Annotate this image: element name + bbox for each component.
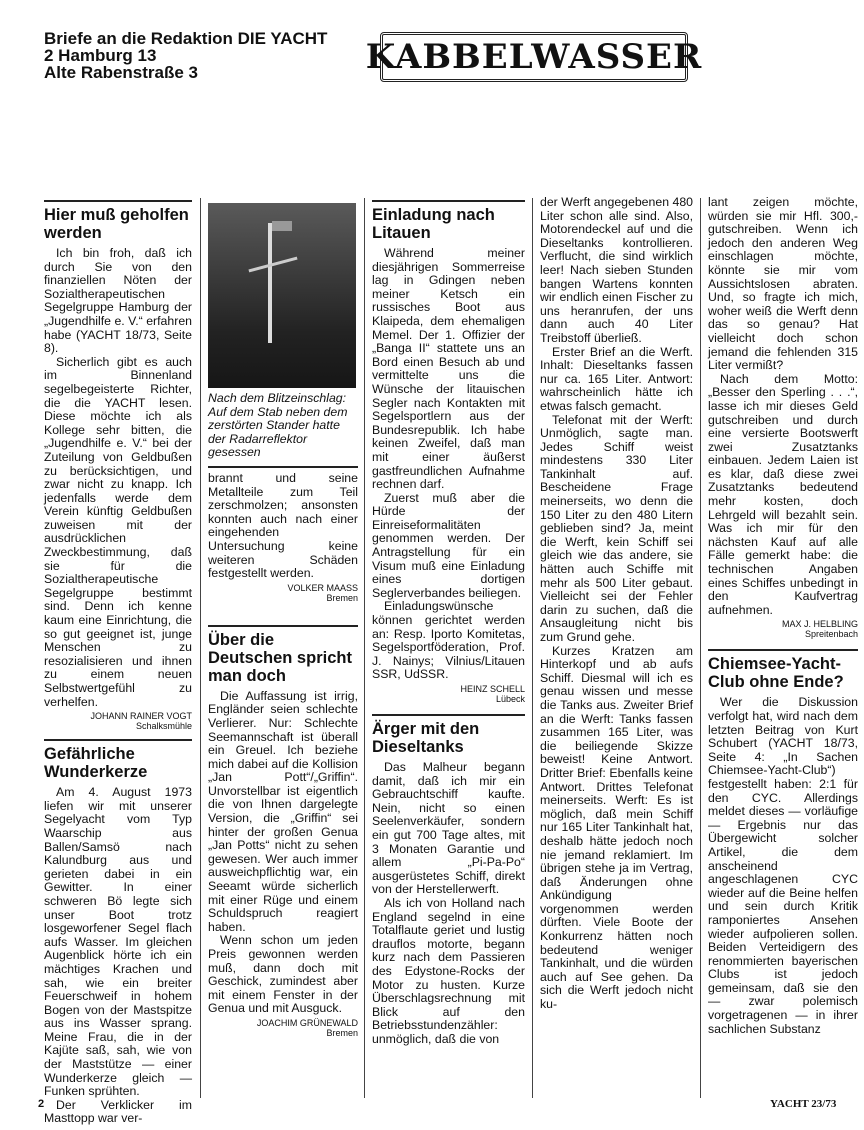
letter-signature: [208, 583, 358, 603]
page-number: 2: [38, 1098, 45, 1110]
letter-signature: [44, 711, 192, 731]
author-location: Bremen: [326, 1027, 358, 1038]
letter-paragraph: Ich bin froh, daß ich durch Sie von den finanziellen Nöten der Sozialtherapeutischen Segelgruppe Hamburg der „Jugendhilfe e. V.“ erfahren habe (YACHT 18/73, Seite 8).: [44, 246, 192, 356]
letter-title: Gefährliche Wunderkerze: [44, 745, 148, 782]
letter-title: Über die Deutschen spricht man doch: [208, 630, 352, 685]
spar-shape: [248, 257, 297, 273]
letter-title: Hier muß geholfen werden: [44, 206, 189, 242]
column-divider: [200, 198, 201, 1098]
letter-paragraph: Kurzes Kratzen am Hinterkopf und ab aufs Schiff. Diesmal will ich es genau wissen und messe die Tanks aus. Zweiter Brief an die Werft: Tanks fassen zusammen 165 Liter, was die beiliegende Skizze beweist! Keine Antwort. Dritter Brief: Ebenfalls keine Antwort. Drittes Telefonat meinerseits. Werft: Es ist möglich, daß mein Schiff nur 165 Liter Tankinhalt hat, deshalb hätte jedoch noch nie jemand reklamiert. Im übrigen stehe ja im Vertrag, daß Änderungen ohne Ankündigung vorgenommen werden dürften. Viele Boote der Konkurrenz hätten noch bedeutend weniger Tankinhalt, und die würden auch auf See gehen. Da sich die Werft jedoch nicht ku-: [540, 643, 693, 1012]
pennant-shape: [272, 221, 292, 231]
column-3: [372, 200, 525, 1046]
letter-title: Chiemsee-Yacht-Club ohne Ende?: [708, 655, 844, 692]
column-divider: [700, 198, 701, 1098]
letter-paragraph: Die Auffassung ist irrig, Engländer seien schlechte Verlierer. Nur: Schlechte Seemannschaft ist überall ein Greuel. Ich beziehe mich dabei auf die Kollision „Jan Pott“/„Griffin“. Unvorstellbar ist eigentlich die von Ihnen dargelegte Version, die „Griffin“ sei hinter der großen Genua „Jan Potts“ nicht zu sehen gewesen. Wer auch immer ausweichpflichtig war, ein Seeamt würde sicherlich mit einer Rüge und einem Schuldspruch reagiert haben.: [208, 688, 358, 934]
title-rule: [44, 739, 192, 741]
issue-label: YACHT 23/73: [770, 1098, 837, 1110]
letter-paragraph: der Werft angegebenen 480 Liter schon alle sind. Also, Motorendeckel auf und die Dieseltanks kontrollieren. Verflucht, die sind wirklich leer! Nach sieben Stunden bangen Wartens konnten wir endlich einen Fischer zu uns heranrufen, der uns dann auch 40 Liter Treibstoff überließ.: [540, 195, 693, 345]
letter-signature: [708, 619, 858, 639]
author-name: HEINZ SCHELL: [460, 684, 525, 694]
kabbelwasser-logo: [365, 32, 703, 82]
letter-paragraph: Wer die Diskussion verfolgt hat, wird nach dem letzten Beitrag von Kurt Schubert (YACHT 18/73, Seite 4: „In Sachen Chiemsee-Yacht-Club“) festgestellt haben: 2:1 für den CYC. Allerdings meldet dieses — vorläufige — Ergebnis nur das Übergewicht solcher Artikel, die dem anscheinend angeschlagenen CYC wieder auf die Beine helfen und sein durch Kritik ramponiertes Ansehen wieder aufpolieren sollen. Beiden Verteidigern des renommierten bayerischen Clubs ist jedoch gemeinsam, daß sie den — zwar polemisch vorgetragenen — in ihrer sachlichen Substanz: [708, 695, 858, 1036]
letter-paragraph: Einladungswünsche können gerichtet werden an: Resp. Iporto Komitetas, Segelsportföderation, Prof. J. Nainys; Vilnius/Litauen SSR, UdSSR.: [372, 599, 525, 682]
letter-paragraph: Wenn schon um jeden Preis gewonnen werden muß, dann doch mit Geschick, zumindest aber mit einem Fenster in der Genua und mit Ausguck.: [208, 933, 358, 1016]
title-rule: [372, 200, 525, 202]
column-divider: [364, 198, 365, 1098]
author-name: MAX J. HELBLING: [781, 619, 858, 630]
title-rule: [44, 200, 192, 202]
title-rule: [708, 649, 858, 651]
letter-paragraph: Der Verklicker im Masttopp war ver-: [44, 1097, 192, 1126]
address-line-1: Briefe an die Redaktion DIE YACHT: [44, 29, 328, 48]
masthead-address: [44, 30, 327, 81]
letter-paragraph: Als ich von Holland nach England segelnd in eine Totalflaute geriet und lustig drauflos motorte, begann kurz nach dem Passieren des Edystone-Rocks der Motor zu husten. Kurze Überschlagsrechnung mit Blick auf den Betriebsstundenzähler: unmöglich, daß die von: [372, 895, 525, 1046]
title-rule: [208, 625, 358, 627]
letter-paragraph: Telefonat mit der Werft: Unmöglich, sagte man. Jedes Schiff weist mindestens 330 Liter Tankinhalt auf. Bescheidene Frage meinerseits, wo denn die 150 Liter zu den 480 Litern geblieben sind? Ja, meint die Werft, kein Schiff sei gleich wie das andere, sie hätten auch Schiffe mit mehr als 500 Liter gebaut. Vielleicht sei der Fehler darin zu suchen, daß die Ansaugleitung nicht bis zum Grund gehe.: [540, 412, 693, 644]
letter-title: Ärger mit den Dieseltanks: [372, 720, 480, 756]
column-5: [708, 196, 858, 1036]
author-name: JOACHIM GRÜNEWALD: [256, 1017, 358, 1028]
letter-paragraph: brannt und seine Metallteile zum Teil zerschmolzen; ansonsten konnten auch nach einer eingehenden Untersuchung keine weiteren Schäden festgestellt werden.: [208, 470, 358, 581]
column-4: [540, 196, 693, 1012]
author-name: VOLKER MAASS: [287, 582, 358, 593]
photo-caption: Nach dem Blitzeinschlag: Auf dem Stab neben dem zerstörten Stander hatte der Radarreflektor gesessen: [208, 391, 348, 460]
column-2: [208, 203, 358, 1038]
letter-paragraph: Während meiner diesjährigen Sommerreise lag in Gdingen neben meiner Ketsch ein russisches Boot aus Klaipeda, dem ehemaligen Memel. Der 1. Offizier der „Banga II“ stattete uns an Bord einen Besuch ab und vermittelte uns die Wünsche der litauischen Segler nach Kontakten mit Segelsportlern aus der Bundesrepublik. Ich habe keinen Zweifel, daß man mit einer äußerst gastfreundlichen Aufnahme rechnen darf.: [372, 246, 525, 492]
column-divider: [532, 198, 533, 1098]
letter-signature: [208, 1018, 358, 1038]
letter-paragraph: Nach dem Motto: „Besser den Sperling . . .“, lasse ich mir dieses Geld gutschreiben und durch eine versierte Bootswerft zwei Zusatztanks einbauen. Jedem Laien ist es klar, daß diese zwei Zusatztanks bedeutend mehr kosten, doch Lehrgeld will bezahlt sein. Was ich mir für den nächsten Kauf auf alle Fälle gemerkt habe: die technischen Angaben eines Schiffes unbedingt in den Kaufvertrag aufnehmen.: [708, 371, 858, 617]
column-1: [44, 200, 192, 1126]
letter-paragraph: Zuerst muß aber die Hürde der Einreiseformalitäten genommen werden. Der Antragstellung für ein Visum muß eine Einladung eines dortigen Seglerverbandes beiliegen.: [372, 490, 525, 600]
address-line-3: Alte Rabenstraße 3: [44, 63, 198, 82]
author-location: Bremen: [326, 592, 358, 603]
mast-shape: [268, 223, 272, 343]
title-rule: [372, 714, 525, 716]
lightning-mast-photo: [208, 203, 356, 388]
letter-paragraph: Erster Brief an die Werft. Inhalt: Dieseltanks fassen nur ca. 165 Liter. Antwort: wahrscheinlich hätte ich etwas falsch gemacht.: [540, 344, 693, 413]
logo-text: KABBELWASSER: [365, 37, 703, 77]
letter-paragraph: Das Malheur begann damit, daß ich mir ein Gebrauchtschiff kaufte. Nein, nicht so einen Seelenverkäufer, sondern ein gut 700 Tage altes, mit 3 Monaten Garantie und allem „Pi-Pa-Po“ ausgerüstetes Schiff, direkt von der Herstellerwerft.: [372, 760, 525, 897]
author-location: Lübeck: [495, 694, 525, 704]
title-rule: [208, 466, 358, 468]
letter-title: Einladung nach Litauen: [372, 206, 495, 242]
letter-signature: [372, 684, 525, 704]
letter-paragraph: lant zeigen möchte, würden sie mir Hfl. 300,- gutschreiben. Wenn ich jedoch den anderen Weg einschlagen möchte, könnte sie mir vom Aussichtslosen abraten. Und, so fragte ich mich, woher weiß die Werft denn das so genau? Hat vielleicht doch schon jemand die fehlenden 315 Liter vermißt?: [708, 195, 858, 373]
author-location: Schalksmühle: [135, 721, 192, 732]
author-location: Spreitenbach: [804, 629, 858, 640]
letter-paragraph: Am 4. August 1973 liefen wir mit unserer Segelyacht vom Typ Waarschip aus Ballen/Samsö nach Kalundburg aus und gerieten dabei in ein Gewitter. In einer schweren Bö legte sich unser Boot trotz losgeworfener Segel flach aufs Wasser. Im gleichen Augenblick hörte ich ein mächtiges Krachen und sah, wie ein breiter Feuerschweif in hohem Bogen von der Mastspitze aus ins Wasser sprang. Meine Frau, die in der Kajüte saß, sah, wie von der Maststütze — einer Wunderkerze gleich — Funken sprühten.: [44, 785, 192, 1099]
author-name: JOHANN RAINER VOGT: [90, 711, 192, 722]
address-line-2: 2 Hamburg 13: [44, 46, 157, 65]
letter-paragraph: Sicherlich gibt es auch im Binnenland segelbegeisterte Richter, die die YACHT lesen. Diese möchte ich als Kollege sehr bitten, die „Jugendhilfe e. V.“ bei der Zuteilung von Geldbußen zu berücksichtigen, und zwar nicht zu knapp. Ich jedenfalls werde dem Verein künftig Geldbußen zuweisen mit der ausdrücklichen Zweckbestimmung, daß sie für die Sozialtherapeutische Segelgruppe bestimmt sind. Denn ich kenne kaum eine Einrichtung, die so gut geeignet ist, junge Menschen zu resozialisieren und ihnen zu einem neuen Selbstwertgefühl zu verhelfen.: [44, 354, 192, 709]
